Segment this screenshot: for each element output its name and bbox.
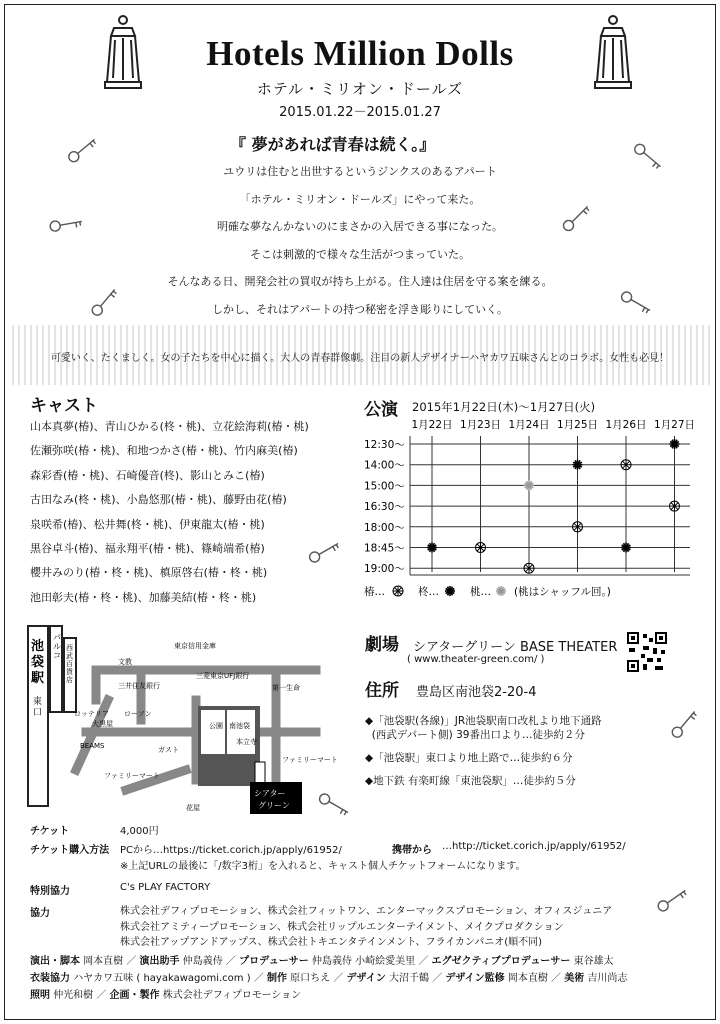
- schedule-time-label: 18:45～: [364, 542, 405, 555]
- story-line: ユウリは住むと出世するというジンクスのあるアパート: [223, 165, 497, 178]
- map-label: ファミリーマート: [104, 772, 160, 780]
- schedule-day-label: 1月26日: [605, 419, 647, 431]
- map-seibu: 西武百貨店: [66, 644, 73, 684]
- map-label: 本立寺: [236, 738, 257, 746]
- credits-line: 衣装協力 ハヤカワ五味 ( hayakawagomi.com ) ／ 制作 原口ちえ ／ デザイン 大沼千鶴 ／ デザイン監修 岡本直樹 ／ 美術 吉川尚志: [30, 973, 628, 984]
- area-map: [26, 620, 338, 820]
- map-label: 東京信用金庫: [174, 642, 216, 650]
- credits: [30, 953, 710, 1004]
- qr-code[interactable]: [627, 632, 667, 672]
- performance-period: 2015年1月22日(木)～1月27日(火): [412, 400, 596, 414]
- map-label: ファミリーマート: [282, 756, 338, 764]
- schedule-day-label: 1月22日: [411, 419, 453, 431]
- map-label: 三井住友銀行: [118, 682, 160, 690]
- map-label: 花屋: [186, 804, 200, 812]
- ticket-buy-label: チケット購入方法: [30, 845, 110, 856]
- schedule-day-label: 1月23日: [459, 419, 502, 431]
- schedule-time-label: 16:30～: [364, 501, 405, 514]
- map-label: BEAMS: [80, 742, 105, 750]
- map-label: 大黒屋: [92, 720, 113, 728]
- show-dates: 2015.01.22－2015.01.27: [279, 105, 441, 120]
- schedule-day-label: 1月27日: [653, 419, 696, 431]
- cast-line: 櫻井みのり(椿・柊・桃)、槙原啓右(椿・柊・桃): [30, 566, 268, 580]
- story-line: 「ホテル・ミリオン・ドールズ」にやって来た。: [239, 192, 481, 206]
- credits-line: 照明 仲光和樹 ／ 企画・製作 株式会社デフィプロモーション: [30, 990, 302, 1001]
- cast-line: 黒谷卓斗(椿)、福永翔平(椿・桃)、篠崎端希(椿): [30, 541, 265, 555]
- cast-line: 佐瀬弥咲(椿・桃)、和地つかさ(椿・桃)、竹内麻美(椿): [30, 444, 298, 458]
- map-label: 文教: [118, 658, 132, 666]
- cooperation-list: 株式会社デフィプロモーション、株式会社フィットワン、エンターマックスプロモーション、オフィスジュニア 株式会社アミティープロモーション、株式会社リップルエンターテイメント、メイクプロダクション 株式会社アップアンドアップス、株式会社トキエンタテインメント、フライカンパニオ(順不同): [120, 906, 613, 948]
- cast-heading: キャスト: [30, 396, 98, 416]
- story-text: [120, 164, 600, 329]
- schedule-time-label: 19:00～: [364, 563, 405, 576]
- show-title: Hotels Million Dolls: [206, 34, 514, 73]
- cast-line: 泉咲希(椿)、松井舞(柊・桃)、伊東龍太(椿・桃): [30, 517, 265, 531]
- tagline: 可愛いく、たくましく。女の子たちを中心に描く。大人の青春群像劇。注目の新人デザイナーハヤカワ五味さんとのコラボ。女性も必見！: [50, 353, 670, 364]
- map-theater: シアター: [254, 789, 286, 798]
- ticket-price: 4,000円: [120, 826, 159, 837]
- special-label: 特別協力: [30, 886, 70, 897]
- cast-list: [30, 418, 309, 613]
- cast-line: 古田なみ(柊・桃)、小島悠那(椿・桃)、藤野由花(椿): [30, 493, 287, 507]
- ticket-mobile-label: 携帯から: [392, 845, 432, 856]
- legend-tsubaki-label: 椿…: [364, 586, 385, 598]
- schedule-time-label: 15:00～: [364, 480, 405, 493]
- story-line: そんなある日、開発会社の買収が持ち上がる。住人達は住居を守る案を練る。: [167, 275, 553, 288]
- story-line: 明確な夢なんかないのにまさかの入居できる事になった。: [217, 220, 503, 233]
- legend-hiiragi-label: 柊…: [418, 586, 439, 598]
- map-station: 池袋駅: [31, 639, 45, 686]
- ticket-pc-url[interactable]: PCから…https://ticket.corich.jp/apply/61952/: [120, 845, 342, 856]
- map-label: 第一生命: [272, 684, 300, 692]
- map-station-exit: 東口: [33, 697, 43, 718]
- schedule-day-label: 1月24日: [508, 419, 550, 431]
- legend-momo-label: 桃…: [470, 586, 491, 598]
- schedule-time-label: 18:00～: [364, 521, 405, 534]
- ticket-note: ※上記URLの最後に「/数字3桁」を入れると、キャスト個人チケットフォームになります。: [120, 861, 526, 872]
- svg-text:グリーン: グリーン: [258, 801, 290, 810]
- map-label: 南池袋: [229, 722, 250, 730]
- address-heading: 住所: [365, 681, 399, 701]
- schedule-time-label: 14:00～: [364, 459, 405, 472]
- story-line: そこは刺激的で様々な生活がつまっていた。: [250, 247, 470, 261]
- ticket-price-label: チケット: [30, 826, 70, 837]
- show-subtitle: ホテル・ミリオン・ドールズ: [256, 80, 464, 98]
- schedule-day-label: 1月25日: [556, 419, 599, 431]
- access-item: ◆「池袋駅」東口より地上路で…徒歩約６分: [365, 752, 573, 764]
- map-label: 公園: [209, 722, 223, 730]
- ticket-mobile-url[interactable]: …http://ticket.corich.jp/apply/61952/: [442, 841, 626, 852]
- venue-address: 豊島区南池袋2-20-4: [416, 685, 537, 700]
- cast-line: 池田彰夫(椿・柊・桃)、加藤美結(椿・柊・桃): [30, 590, 257, 604]
- access-item: ◆「池袋駅(各線)」JR池袋駅南口改札より地下通路 (西武デパート側) 39番出口より…徒歩約２分: [365, 715, 602, 741]
- special-value: C's PLAY FACTORY: [120, 882, 211, 893]
- venue-heading: 劇場: [365, 635, 399, 655]
- venue-name: シアターグリーン BASE THEATER: [413, 640, 618, 655]
- cast-line: 森彩香(椿・桃)、石崎優音(柊)、影山とみこ(椿): [30, 468, 265, 482]
- venue-url[interactable]: ( www.theater-green.com/ ): [407, 654, 545, 665]
- map-label: 三菱東京UFJ銀行: [196, 672, 250, 680]
- credits-line: 演出・脚本 岡本直樹 ／ 演出助手 仲島義侍 ／ プロデューサー 仲島義侍 小崎絵愛美里 ／ エグゼクティブプロデューサー 東谷雄太: [30, 956, 614, 967]
- cooperation-label: 協力: [30, 908, 50, 919]
- cast-line: 山本真夢(椿)、青山ひかる(柊・桃)、立花絵海莉(椿・桃): [30, 420, 309, 433]
- schedule-time-label: 12:30～: [364, 439, 405, 451]
- legend-note: (桃はシャッフル回。): [514, 586, 611, 598]
- map-parco: パルコ: [53, 633, 61, 660]
- access-item: ◆地下鉄 有楽町線「東池袋駅」…徒歩約５分: [365, 775, 576, 787]
- map-label: ローソン: [124, 710, 152, 718]
- performance-heading: 公演: [364, 400, 398, 420]
- map-label: ロッテリア: [74, 710, 109, 718]
- catchphrase: 『 夢があれば青春は続く。』: [230, 135, 436, 154]
- access-list: [365, 714, 602, 797]
- map-label: ガスト: [158, 746, 179, 754]
- story-line: しかし、それはアパートの持つ秘密を浮き彫りにしていく。: [212, 302, 508, 316]
